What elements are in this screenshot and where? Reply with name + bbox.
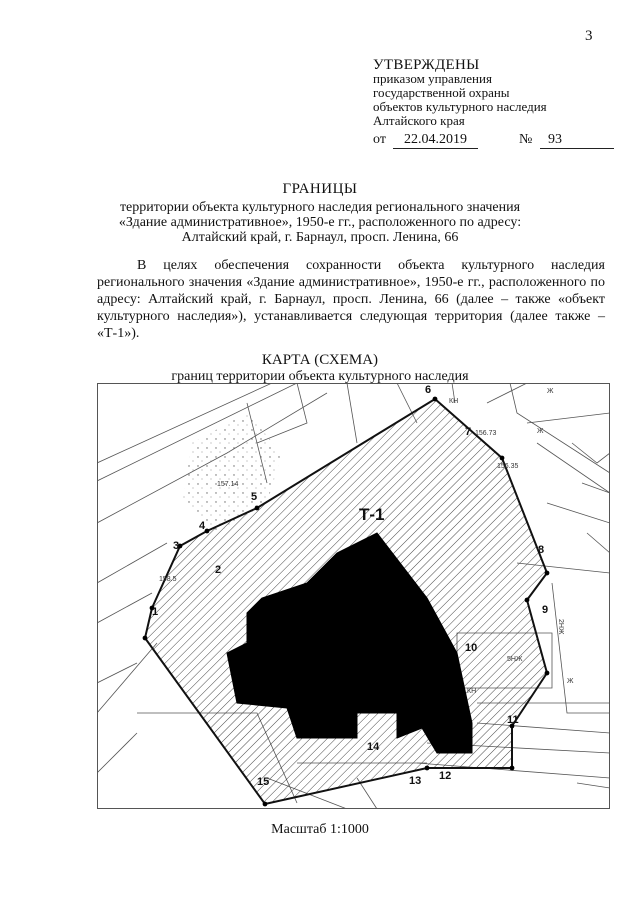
point-label-15: 15 [257,776,270,788]
map-subtitle: границ территории объекта культурного наследия [171,369,469,384]
approval-line: объектов культурного наследия [373,99,547,114]
map-scale: Масштаб 1:1000 [271,822,369,837]
approval-line: Алтайского края [373,113,465,128]
map-elevation: 156.35 [497,463,519,470]
approval-line: государственной охраны [373,85,510,100]
point-label-6: 6 [425,384,432,396]
date-underline [393,148,478,149]
approval-date: 22.04.2019 [404,132,467,147]
document-subtitle [0,200,640,245]
page-number: 3 [585,28,593,44]
point-label-9: 9 [542,604,549,616]
map-label-zh: Ж [547,388,554,395]
boundary-map [97,383,610,809]
map-elevation: 156.73 [475,430,497,437]
point-label-3: 3 [173,540,180,552]
approval-number-label: № [519,132,533,147]
body-paragraph: В целях обеспечения сохранности объекта культурного наследия регионального значения «Здание административное», 1950-е гг., расположенного по адресу: Алтайский край, г. Барнаул, просп. Ленина, 66 (далее – также «объект культурного наследия»), устанавливается следующая территория (далее также – «Т-1»). [97,258,605,341]
map-label-kn: КН [449,398,459,405]
approval-number: 93 [548,132,562,147]
document-title: ГРАНИЦЫ [282,181,358,197]
approval-from-label: от [373,132,386,147]
map-elevation: 157.14 [217,481,239,488]
point-label-13: 13 [409,775,422,787]
map-elevation: 158.5 [159,576,177,583]
point-label-2: 2 [215,564,222,576]
point-label-7: 7 [465,426,472,438]
map-label-zh: Ж [537,428,544,435]
point-label-10: 10 [465,642,478,654]
point-label-8: 8 [538,544,545,556]
subtitle-line: «Здание административное», 1950-е гг., расположенного по адресу: [118,215,522,230]
map-label-2nzh: 2НЖ [557,619,564,635]
point-label-4: 4 [199,520,206,532]
number-underline [540,148,614,149]
subtitle-line: Алтайский край, г. Барнаул, просп. Ленина, 66 [181,230,459,245]
map-label-5nzh: 5НЖ [507,656,523,663]
approval-block [373,58,547,128]
point-label-5: 5 [251,491,258,503]
map-label-kn: КН [467,688,477,695]
point-label-1: 1 [152,606,159,618]
map-label-zh: Ж [567,678,574,685]
subtitle-line: территории объекта культурного наследия регионального значения [119,200,521,215]
zone-label: Т-1 [359,505,385,524]
approval-line: приказом управления [373,71,492,86]
point-label-12: 12 [439,770,452,782]
map-title: КАРТА (СХЕМА) [261,352,379,368]
approval-heading: УТВЕРЖДЕНЫ [373,57,480,73]
point-label-14: 14 [367,741,380,753]
point-label-11: 11 [507,714,519,726]
